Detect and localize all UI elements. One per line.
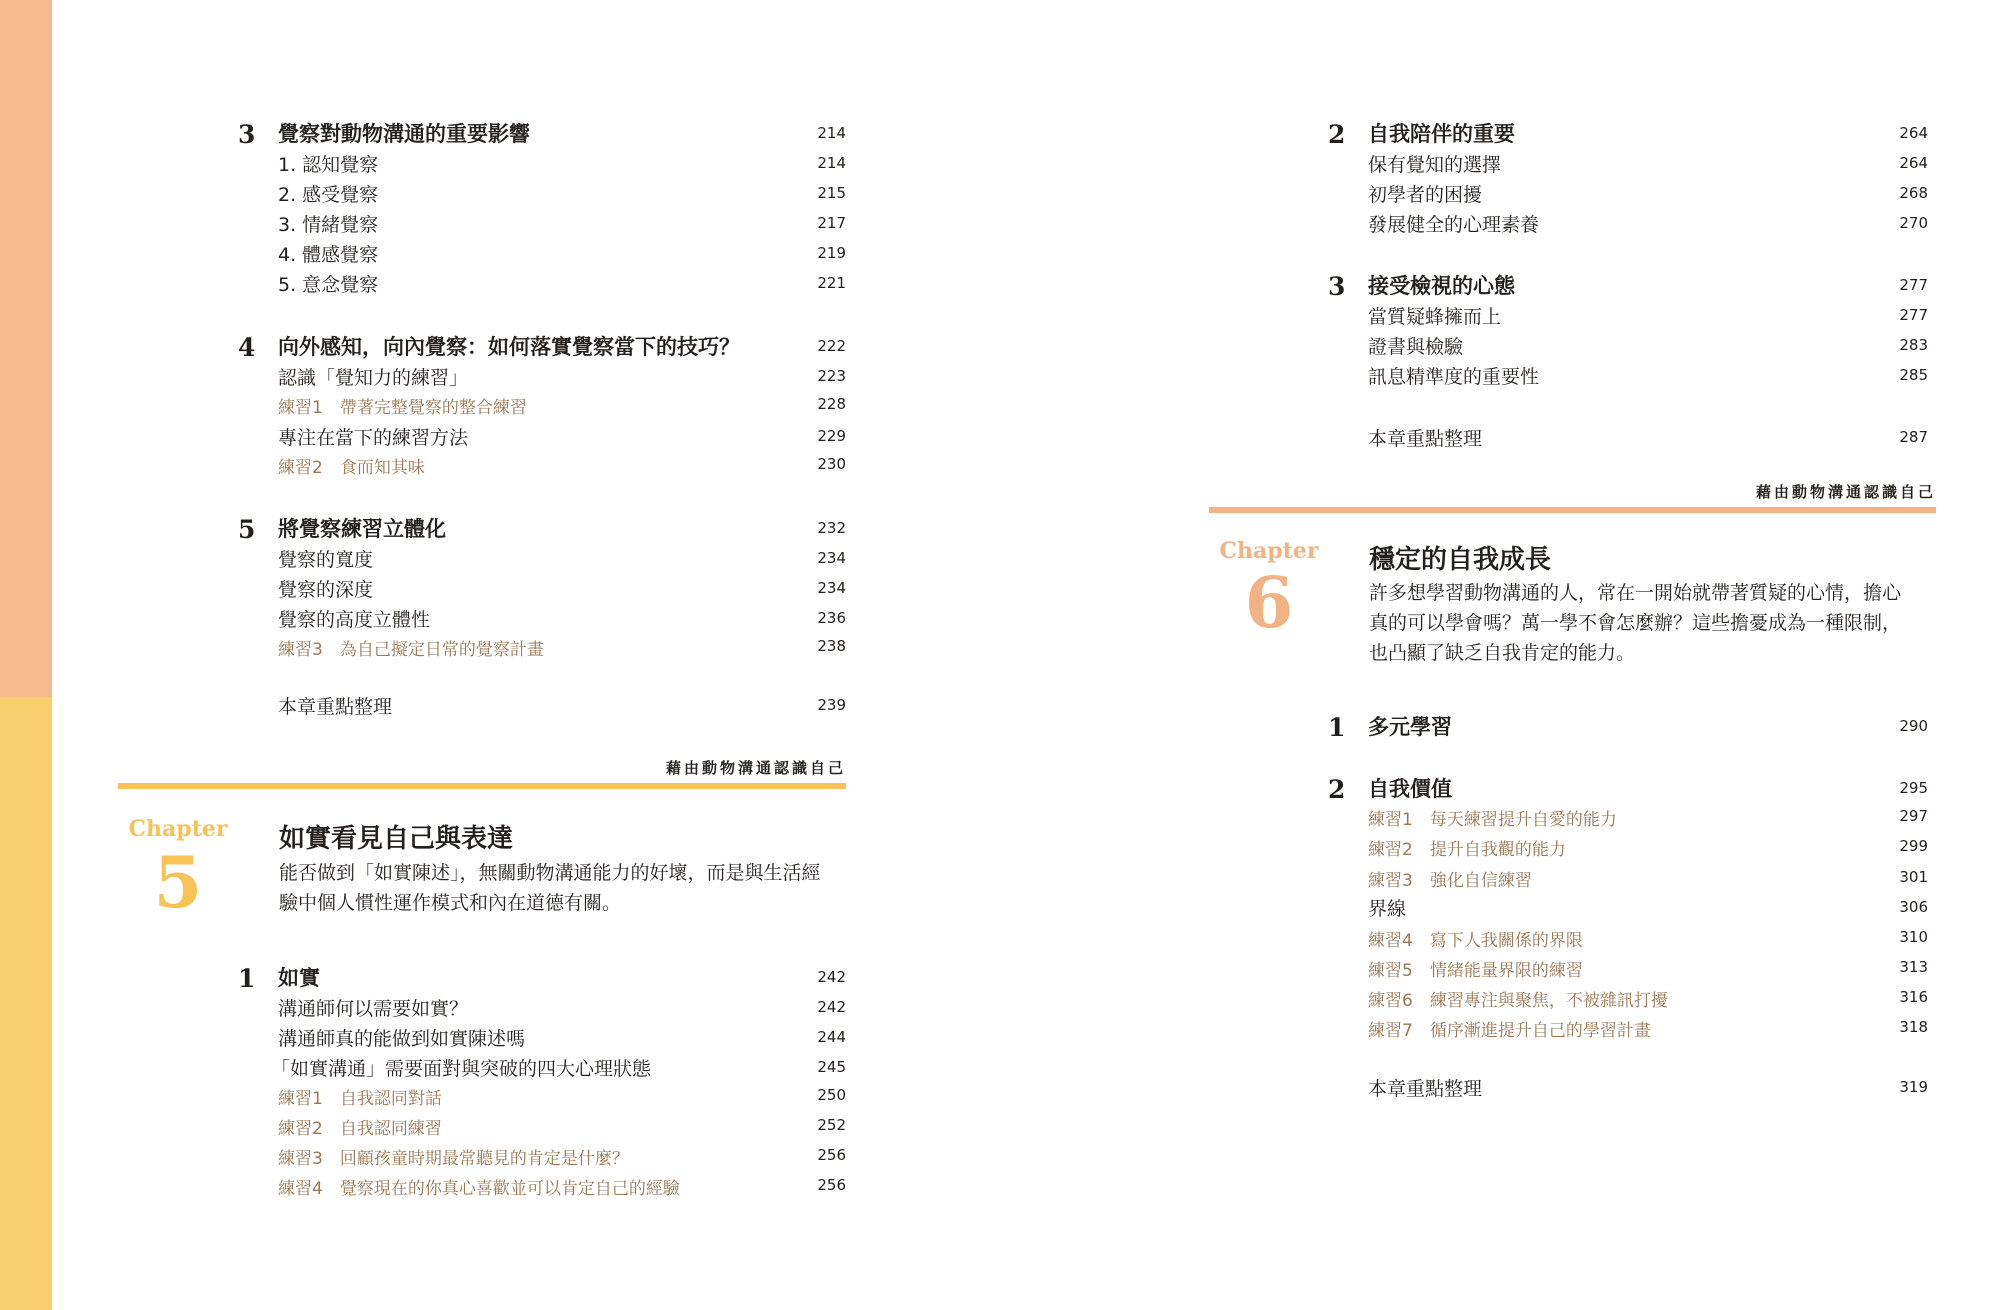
page-number: 256 — [817, 1176, 846, 1194]
page-number: 256 — [817, 1146, 846, 1164]
page-number: 222 — [817, 337, 846, 355]
section-title: 自我價值 — [1368, 777, 1452, 801]
exercise-item: 練習1 帶著完整覺察的整合練習 — [278, 398, 527, 418]
section-title: 多元學習 — [1368, 715, 1452, 739]
toc-item: 證書與檢驗 — [1368, 336, 1464, 358]
toc-item: 5. 意念覺察 — [278, 274, 379, 296]
exercise-item: 練習5 情緒能量界限的練習 — [1368, 961, 1583, 981]
page-edge-color-strip-bottom — [0, 697, 52, 1310]
chapter-5-description-line-1: 能否做到「如實陳述」，無關動物溝通能力的好壞，而是與生活經 — [279, 862, 821, 884]
page-number: 234 — [817, 579, 846, 597]
toc-item: 2. 感受覺察 — [278, 184, 379, 206]
chapter-5-word: Chapter — [128, 816, 228, 842]
page-number: 232 — [817, 519, 846, 537]
page-number: 264 — [1899, 154, 1928, 172]
exercise-item: 練習3 回顧孩童時期最常聽見的肯定是什麼？ — [278, 1149, 629, 1169]
page-number: 217 — [817, 214, 846, 232]
chapter-6-description-line-1: 許多想學習動物溝通的人，常在一開始就帶著質疑的心情，擔心 — [1369, 582, 1902, 604]
chapter-5-title: 如實看見自己與表達 — [279, 824, 514, 854]
exercise-item: 練習4 覺察現在的你真心喜歡並可以肯定自己的經驗 — [278, 1179, 680, 1199]
toc-item: 認識「覺知力的練習」 — [278, 367, 469, 389]
chapter-6-title: 穩定的自我成長 — [1369, 545, 1552, 575]
exercise-item: 練習6 練習專注與聚焦，不被雜訊打擾 — [1368, 991, 1668, 1011]
exercise-item: 練習3 為自己擬定日常的覺察計畫 — [278, 640, 544, 660]
toc-item: 4. 體感覺察 — [278, 244, 379, 266]
section-title: 向外感知，向內覺察：如何落實覺察當下的技巧？ — [278, 335, 740, 359]
chapter-summary-label: 本章重點整理 — [278, 696, 393, 718]
toc-item: 發展健全的心理素養 — [1368, 214, 1540, 236]
page-number: 301 — [1899, 868, 1928, 886]
exercise-item: 練習1 自我認同對話 — [278, 1089, 442, 1109]
page-edge-color-strip-top — [0, 0, 52, 697]
chapter-6-bar-label: 藉由動物溝通認識自己 — [1755, 483, 1936, 501]
toc-item: 覺察的寬度 — [278, 549, 374, 571]
page-number: 236 — [817, 609, 846, 627]
page-number: 299 — [1899, 837, 1928, 855]
exercise-item: 練習7 循序漸進提升自己的學習計畫 — [1368, 1021, 1651, 1041]
page-number: 310 — [1899, 928, 1928, 946]
page-number: 230 — [817, 455, 846, 473]
page-number: 219 — [817, 244, 846, 262]
section-title: 接受檢視的心態 — [1368, 274, 1515, 298]
page-number: 319 — [1899, 1078, 1928, 1096]
toc-item: 初學者的困擾 — [1368, 184, 1483, 206]
page-number: 223 — [817, 367, 846, 385]
page-number: 270 — [1899, 214, 1928, 232]
page-number: 214 — [817, 124, 846, 142]
toc-item: 「如實溝通」需要面對與突破的四大心理狀態 — [271, 1058, 652, 1080]
page-number: 239 — [817, 696, 846, 714]
page-number: 306 — [1899, 898, 1928, 916]
page-number: 250 — [817, 1086, 846, 1104]
chapter-6-word: Chapter — [1219, 538, 1319, 564]
page-number: 316 — [1899, 988, 1928, 1006]
section-number: 3 — [1328, 272, 1346, 301]
chapter-5-description — [279, 858, 859, 918]
page-number: 214 — [817, 154, 846, 172]
section-title: 覺察對動物溝通的重要影響 — [278, 122, 530, 146]
toc-item: 保有覺知的選擇 — [1368, 154, 1502, 176]
page-number: 229 — [817, 427, 846, 445]
page-number: 228 — [817, 395, 846, 413]
page-number: 287 — [1899, 428, 1928, 446]
page-number: 245 — [817, 1058, 846, 1076]
page-number: 318 — [1899, 1018, 1928, 1036]
section-title: 自我陪伴的重要 — [1368, 122, 1515, 146]
page-number: 283 — [1899, 336, 1928, 354]
page-number: 252 — [817, 1116, 846, 1134]
section-number: 1 — [1328, 713, 1346, 742]
page-number: 290 — [1899, 717, 1928, 735]
page-number: 264 — [1899, 124, 1928, 142]
chapter-5-bar-label: 藉由動物溝通認識自己 — [665, 759, 846, 777]
toc-item: 3. 情緒覺察 — [278, 214, 379, 236]
page-number: 242 — [817, 968, 846, 986]
page-number: 234 — [817, 549, 846, 567]
chapter-5-number: 5 — [153, 841, 203, 924]
page-number: 295 — [1899, 779, 1928, 797]
section-number: 1 — [238, 964, 256, 993]
page-number: 268 — [1899, 184, 1928, 202]
page-number: 238 — [817, 637, 846, 655]
toc-item: 1. 認知覺察 — [278, 154, 379, 176]
toc-item: 專注在當下的練習方法 — [278, 427, 469, 449]
page-number: 244 — [817, 1028, 846, 1046]
exercise-item: 練習1 每天練習提升自愛的能力 — [1368, 810, 1617, 830]
exercise-item: 練習2 食而知其味 — [278, 458, 425, 478]
page-number: 285 — [1899, 366, 1928, 384]
toc-item: 溝通師真的能做到如實陳述嗎 — [278, 1028, 526, 1050]
toc-item: 當質疑蜂擁而上 — [1368, 306, 1502, 328]
chapter-6-description — [1369, 578, 1949, 668]
toc-item: 訊息精準度的重要性 — [1368, 366, 1540, 388]
page-number: 313 — [1899, 958, 1928, 976]
chapter-5-rule — [118, 783, 846, 789]
toc-item: 覺察的高度立體性 — [278, 609, 431, 631]
section-number: 5 — [238, 515, 256, 544]
section-number: 3 — [238, 120, 256, 149]
section-number: 2 — [1328, 120, 1346, 149]
page-number: 215 — [817, 184, 846, 202]
page-number: 221 — [817, 274, 846, 292]
exercise-item: 練習2 自我認同練習 — [278, 1119, 442, 1139]
page-number: 297 — [1899, 807, 1928, 825]
toc-item: 溝通師何以需要如實？ — [278, 998, 469, 1020]
chapter-6-rule — [1209, 507, 1936, 513]
page-number: 277 — [1899, 306, 1928, 324]
page-number: 277 — [1899, 276, 1928, 294]
exercise-item: 練習2 提升自我觀的能力 — [1368, 840, 1566, 860]
chapter-summary-label: 本章重點整理 — [1368, 1078, 1483, 1100]
section-title: 將覺察練習立體化 — [278, 517, 446, 541]
chapter-6-description-line-3: 也凸顯了缺乏自我肯定的能力。 — [1369, 642, 1636, 664]
section-number: 4 — [238, 333, 256, 362]
toc-item: 界線 — [1368, 898, 1407, 920]
chapter-6-number: 6 — [1244, 561, 1294, 644]
section-number: 2 — [1328, 775, 1346, 804]
section-title: 如實 — [278, 966, 320, 990]
chapter-summary-label: 本章重點整理 — [1368, 428, 1483, 450]
page-number: 242 — [817, 998, 846, 1016]
exercise-item: 練習4 寫下人我關係的界限 — [1368, 931, 1583, 951]
chapter-6-description-line-2: 真的可以學會嗎？萬一學不會怎麼辦？這些擔憂成為一種限制， — [1369, 612, 1902, 634]
chapter-5-description-line-2: 驗中個人慣性運作模式和內在道德有關。 — [279, 892, 622, 914]
toc-item: 覺察的深度 — [278, 579, 374, 601]
exercise-item: 練習3 強化自信練習 — [1368, 871, 1532, 891]
